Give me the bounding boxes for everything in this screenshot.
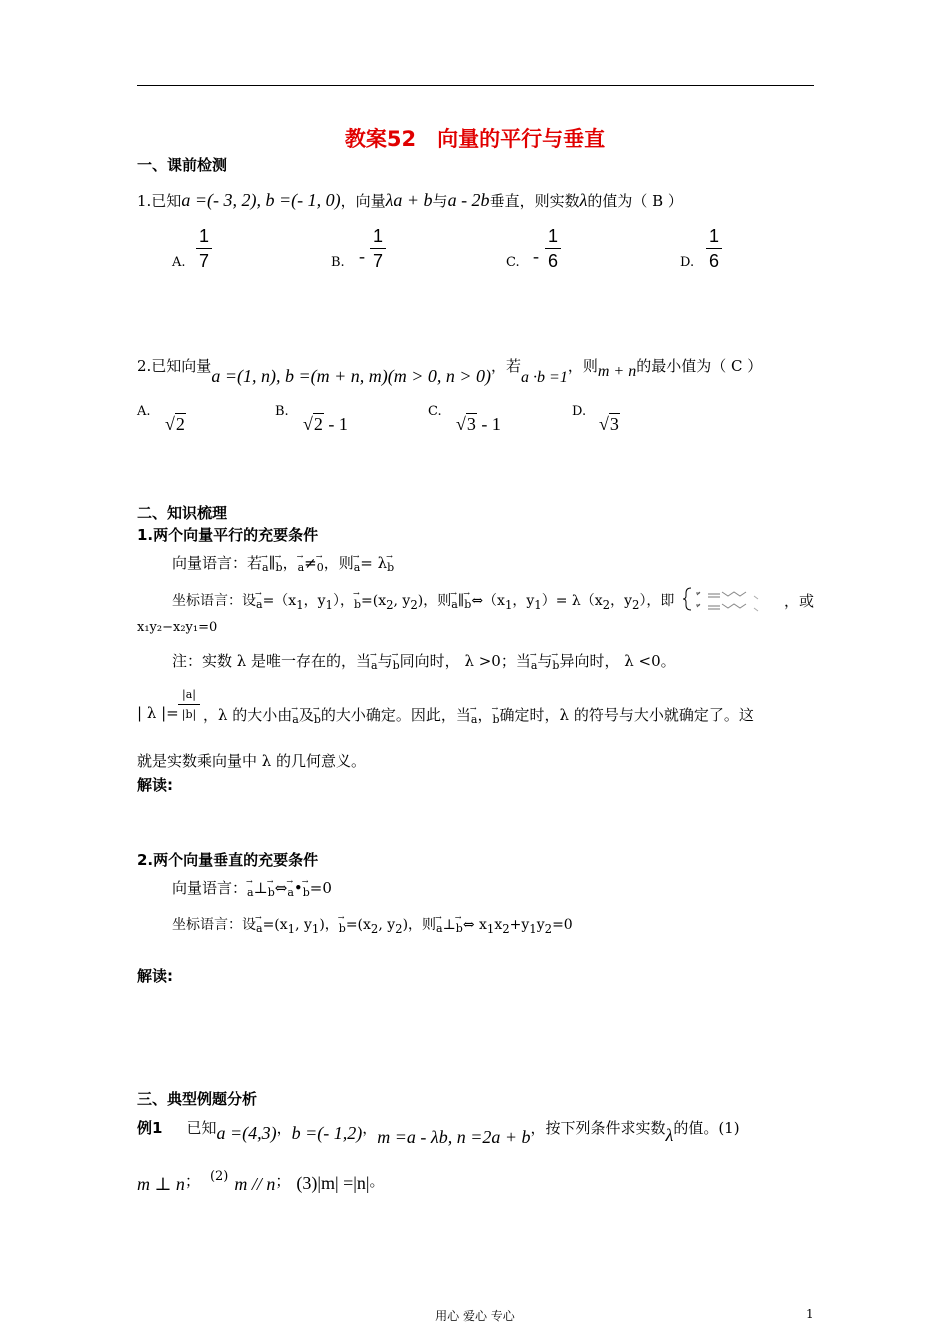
example-1-cond3: (3)|m| =|n| [296,1173,370,1193]
q1-mid1: ，向量 [340,192,386,210]
q2-suffix: 的最小值为（ C ） [636,357,763,375]
q1-option-d-fraction: 1 6 [706,226,722,271]
q2-mid1: ，若 [491,357,522,375]
section-heading-3: 三、典型例题分析 [137,1090,258,1108]
q1-expr2: a - 2b [447,190,490,210]
q2-option-c-value: √3 - 1 [456,414,501,434]
q2-condition: a =(1, n), b =(m + n, m)(m > 0, n > 0) [211,366,492,386]
parallel-note: 注：实数 λ 是唯一存在的，当→ a与→ b同向时， λ >0；当→ a与→ b异向时， λ <0。 [172,650,676,672]
lambda-fraction [178,686,200,725]
q1-option-b-label: B. [331,255,345,270]
q1-option-c-sign: - [533,246,539,266]
q2-option-a-label: A. [137,404,151,419]
q1-mid3: 垂直，则实数 [489,192,580,210]
example-1-line2: m ⊥ n； (2) m // n； (3)|m| =|n|。 [137,1169,385,1194]
lambda-fraction-den: |b| [181,708,197,721]
example-1-vector-a: a =(4,3) [216,1123,277,1143]
q1-suffix: 的值为（ B ） [587,192,683,210]
q2-m-plus-n: m + n [597,363,637,380]
q2-option-b-value: √2 - 1 [303,414,348,434]
q1-expr1: λa + b [385,190,433,210]
q1-option-c-fraction: 1 6 [545,226,561,271]
perpendicular-coordinate-language: 坐标语言：设→ $a=(x_1$, $y_1$)，→ $b=(x_2$, $y_2$)，则→ a⊥→ b⇔ $x_1x_2+y_1y_2=0$ [172,914,573,936]
jiedu-label-1: 解读: [137,776,173,794]
example-1-label: 例1 [137,1119,163,1137]
q1-prefix: 1.已知 [137,192,182,210]
header-rule [137,85,814,86]
q1-option-c-label: C. [506,255,520,270]
q2-option-b-label: B. [275,404,289,419]
q2-option-a-value: √2 [165,414,185,434]
q2-option-d-label: D. [572,404,587,419]
example-1-vector-b: b =(- 1,2) [291,1123,363,1143]
subheading-parallel: 1.两个向量平行的充要条件 [137,526,319,544]
q1-option-a-fraction: 1 7 [196,226,212,271]
page-number: 1 [806,1307,814,1321]
question-1 [137,190,683,211]
question-2 [137,355,763,386]
lambda-magnitude-text: ，λ 的大小由→ a及→ b的大小确定。因此，当→ a，→ b确定时，λ 的符号与大小就确定了。这 [203,704,754,726]
example-1-mn-def: m =a - λb, n =2a + b [377,1127,531,1147]
q1-option-b-sign: - [359,246,365,266]
lambda-fraction-num: |a| [178,686,200,705]
lambda-abs-label: | λ |= [137,704,179,722]
parallel-coordinate-language: 坐标语言：设→ $a=(x_1$，$y_1$），→ $b=(x_2$, $y_2$)，则→ a∥→ $b\Leftrightarrow(x_1$，$y_1)= \lambda(x_2$，$y_2$），即 [172,590,674,612]
section-heading-1: 一、课前检测 [137,156,228,174]
q2-option-d-value: √3 [599,414,619,434]
example-1-cond1: m ⊥ n [137,1174,185,1194]
q2-mid2: ，则 [567,357,598,375]
lambda-geometric-meaning: 就是实数乘向量中 λ 的几何意义。 [137,752,367,770]
q2-dot-condition: a ·b =1 [521,369,568,386]
example-1-line1: 例1 已知a =(4,3)，b =(- 1,2)，m =a - λb, n =2a + b，按下列条件求实数λ的值。(1) [137,1119,740,1147]
example-1-cond2: m // n [234,1174,276,1194]
parallel-coordinate-or: ，或 [784,592,815,610]
q1-mid2: 与 [432,192,448,210]
q1-option-b-fraction: 1 7 [370,226,386,271]
subheading-perpendicular: 2.两个向量垂直的充要条件 [137,851,319,869]
q2-option-c-label: C. [428,404,442,419]
jiedu-label-2: 解读: [137,967,173,985]
q1-option-a-label: A. [172,255,186,270]
footer-center: 用心 爱心 专心 [435,1309,515,1323]
q1-condition: a =(- 3, 2), b =(- 1, 0) [181,190,341,210]
parallel-coordinate-line2: x₁y₂−x₂y₁=0 [137,620,218,635]
equation-system-graphic [682,586,780,612]
q1-lambda: λ [579,190,588,210]
q1-option-d-label: D. [680,255,695,270]
parallel-vector-language: 向量语言：若→ a∥→ b，→ a≠→ 0，则→ a= λ→ b [172,552,394,574]
section-heading-2: 二、知识梳理 [137,504,228,522]
q2-prefix: 2.已知向量 [137,357,212,375]
page-title: 教案52 向量的平行与垂直 [344,127,606,151]
perpendicular-vector-language: 向量语言：→ a⊥→ b⇔→ a•→ b=0 [172,877,332,899]
